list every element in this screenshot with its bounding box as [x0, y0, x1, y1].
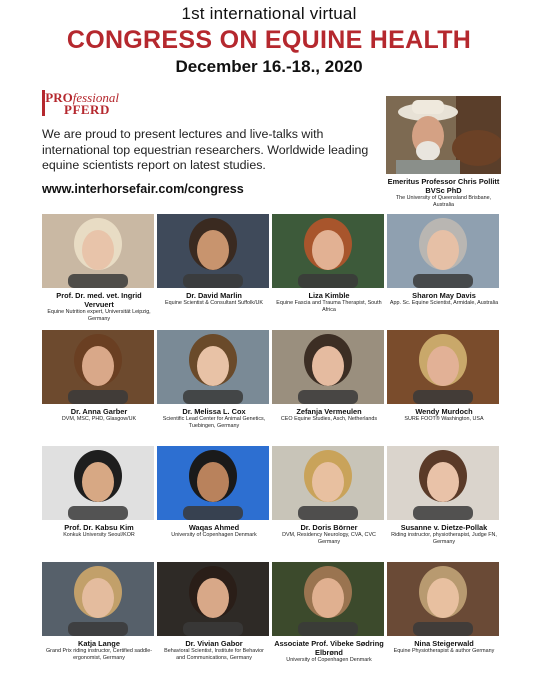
- speaker-photo: [272, 214, 384, 288]
- event-dates: December 16.-18., 2020: [175, 57, 363, 76]
- speaker-card: [387, 330, 501, 446]
- speaker-card: [157, 446, 271, 562]
- speaker-name: Dr. David Marlin: [186, 291, 242, 300]
- speaker-photo: [157, 562, 269, 636]
- speaker-name: Prof. Dr. Kabsu Kim: [64, 523, 134, 532]
- speaker-affiliation: App. Sc. Equine Scientist, Armidale, Australia: [389, 300, 499, 306]
- speaker-card: [157, 562, 271, 678]
- speaker-photo: [42, 446, 154, 520]
- professional-pferd-logo: [42, 90, 134, 116]
- speaker-photo: [157, 446, 269, 520]
- speaker-card: [42, 562, 156, 678]
- speaker-affiliation: University of Copenhagen Denmark: [286, 657, 372, 663]
- speaker-name: Dr. Doris Börner: [300, 523, 358, 532]
- featured-speaker-photo: [386, 96, 501, 174]
- speaker-card: [272, 446, 386, 562]
- speaker-name: Susanne v. Dietze-Pollak: [400, 523, 488, 532]
- speaker-card: [272, 214, 386, 330]
- speaker-card: [387, 562, 501, 678]
- featured-speaker-name: Emeritus Professor Chris Pollitt BVSc PhD: [387, 177, 500, 195]
- intro-text: We are proud to present lectures and live-talks with international top equestrian researchers. Worldwide leading equine scientists report on latest studies.: [42, 127, 369, 172]
- logo-line2: PFERD: [64, 102, 110, 117]
- speaker-photo: [387, 562, 499, 636]
- speaker-card: [42, 446, 156, 562]
- featured-speaker-affiliation: The University of Queensland Brisbane, Australia: [395, 195, 492, 208]
- speaker-name: Nina Steigerwald: [414, 639, 474, 648]
- speaker-affiliation: University of Copenhagen Denmark: [171, 532, 257, 538]
- speaker-photo: [272, 330, 384, 404]
- speaker-affiliation: Equine Fascia and Trauma Therapist, South Africa: [276, 300, 382, 313]
- speaker-affiliation: Grand Prix riding instructor, Certified saddle-ergonomist, Germany: [45, 648, 153, 661]
- speaker-affiliation: DVM, MSC, PHD, Glasgow/UK: [61, 416, 137, 422]
- speaker-affiliation: CEO Equine Studies, Asch, Netherlands: [280, 416, 378, 422]
- speaker-name: Liza Kimble: [308, 291, 350, 300]
- speaker-card: [157, 330, 271, 446]
- speaker-affiliation: DVM, Residency Neurology, CVA, CVC Germany: [282, 532, 376, 545]
- speaker-photo: [42, 214, 154, 288]
- speaker-photo: [387, 214, 499, 288]
- speaker-affiliation: Equine Nutrition expert, Universität Leipzig, Germany: [47, 309, 151, 322]
- logo-line1: PROfessional: [45, 90, 119, 105]
- speaker-card: [157, 214, 271, 330]
- speaker-photo: [42, 330, 154, 404]
- speaker-affiliation: Konkuk University Seoul/KOR: [63, 532, 135, 538]
- speaker-photo: [157, 330, 269, 404]
- speaker-card: [272, 562, 386, 678]
- speaker-card: [387, 214, 501, 330]
- speaker-card: [42, 330, 156, 446]
- speaker-card: [387, 446, 501, 562]
- speaker-photo: [157, 214, 269, 288]
- speaker-name: Wendy Murdoch: [415, 407, 473, 416]
- speaker-photo: [272, 562, 384, 636]
- speaker-name: Katja Lange: [78, 639, 120, 648]
- speaker-photo: [387, 330, 499, 404]
- speaker-photo: [42, 562, 154, 636]
- featured-speaker: [386, 96, 501, 208]
- speaker-affiliation: SURE FOOT® Washington, USA: [404, 416, 484, 422]
- speaker-card: [272, 330, 386, 446]
- speaker-name: Dr. Vivian Gabor: [185, 639, 243, 648]
- congress-link[interactable]: www.interhorsefair.com/congress: [42, 182, 244, 196]
- speaker-name: Dr. Melissa L. Cox: [182, 407, 246, 416]
- speaker-affiliation: Equine Physiotherapist & author Germany: [393, 648, 495, 654]
- speaker-affiliation: Behavioral Scientist, Institute for Behavior and Communications, Germany: [164, 648, 264, 661]
- speaker-name: Waqas Ahmed: [188, 523, 240, 532]
- pretitle: 1st international virtual: [181, 4, 357, 23]
- speaker-affiliation: Riding instructor, physiotherapist, Judge FN, Germany: [391, 532, 497, 545]
- speaker-affiliation: Equine Scientist & Consultant Suffolk/UK: [165, 300, 263, 306]
- speaker-photo: [272, 446, 384, 520]
- speaker-photo: [387, 446, 499, 520]
- speaker-name: Zefanja Vermeulen: [296, 407, 362, 416]
- speaker-name: Associate Prof. Vibeke Sødring Elbrønd: [274, 639, 384, 657]
- speaker-name: Dr. Anna Garber: [70, 407, 128, 416]
- speaker-name: Sharon May Davis: [412, 291, 476, 300]
- speaker-affiliation: Scientific Lead Center for Animal Genetics, Tuebingen, Germany: [162, 416, 266, 429]
- speaker-card: [42, 214, 156, 330]
- page-title: CONGRESS ON EQUINE HEALTH: [66, 26, 472, 54]
- speaker-name: Prof. Dr. med. vet. Ingrid Vervuert: [56, 291, 142, 309]
